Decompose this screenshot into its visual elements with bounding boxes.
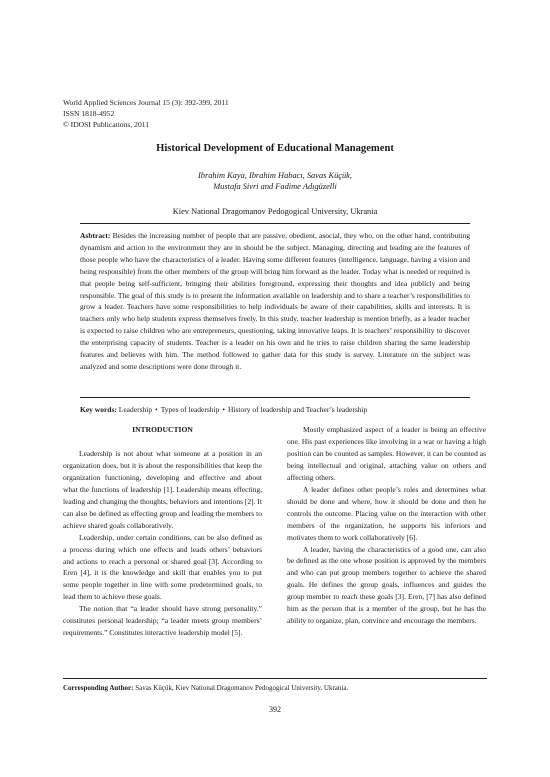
authors-line-1: Ibrahim Kaya, Ibrahim Habacı, Savas Küçük, bbox=[198, 171, 352, 180]
footnote-rule bbox=[63, 678, 487, 679]
section-heading: INTRODUCTION bbox=[132, 425, 193, 434]
author-list bbox=[0, 170, 550, 192]
body-column-left bbox=[63, 424, 262, 639]
keywords-label: Key words: bbox=[80, 405, 117, 414]
copyright-notice: © IDOSI Publications, 2011 bbox=[63, 120, 150, 129]
keyword-separator: • bbox=[222, 405, 225, 414]
issn: ISSN 1818-4952 bbox=[63, 109, 115, 118]
keyword-item: Leadership bbox=[118, 405, 153, 414]
body-paragraph: Mostly emphasized aspect of a leader is being an effective one. His past experiences like involving in a war or having a high position can be counted as samples. However, it can be counted as being intellectual and original, attaching value on others and affecting others. bbox=[287, 425, 487, 482]
abstract-label: Asbtract: bbox=[80, 231, 111, 240]
keyword-item: History of leadership and Teacher’s leadership bbox=[227, 405, 368, 414]
body-column-right bbox=[287, 424, 486, 627]
body-paragraph: A leader defines other people’s roles and determines what should be done and where, how it should be done and then he controls the outcome. Placing value on the interaction with other members of the organization, he supports his inferiors and motivates them to work collaboratively [6]. bbox=[287, 484, 486, 542]
footnote-text: Savas Küçük, Kiev National Dragomanov Pedogogical University, Ukrania. bbox=[135, 684, 349, 692]
journal-masthead bbox=[63, 97, 229, 130]
journal-citation: World Applied Sciences Journal 15 (3): 392-399, 2011 bbox=[63, 98, 229, 107]
paper-title: Historical Development of Educational Management bbox=[156, 143, 394, 154]
body-paragraph: A leader, having the characteristics of a good one, can also be defined as the one whose position is approved by the members and who can put group members together to achieve the shared goals. He defines the group goals, influences and guides the group member to reach these goals [3]. Eren, [7] has also defined him as the person that is a member of the group, but he has the ability to organize, plan, convince and encourage the members. bbox=[287, 544, 486, 626]
abstract-text: Besides the increasing number of people that are passive, obedient, asocial, they who, on the other hand, contributing dynamism and action to the environment they are in should be the subject. Managing, directing and leading are the features of those people who have the characteristics of a leader. Having some different features (intelligence, language, having a vision and being responsible) from the other members of the group will bring him forward as the leader. Today what is needed or required is that people being self-sufficient, bringing their abilities foreground, expressing their thoughts and idea publicly and being responsible. The goal of this study is to present the information available on leadership and to share a teacher’s responsibilities to grow a leader. Teachers have some responsibilities to help individuals be aware of their capabilities, skills and interests. It is teachers only who help students express themselves freely. In this study, teacher leadership is mention briefly, as a leader teacher is expected to raise children who are entrepreneurs, questioning, taking innovative leaps. It is teachers’ responsibility to discover the enterprising capacity of students. Teacher is a leader on his own and he tries to raise children sharing the same leadership features and believes with him. The method followed to gather data for this study is survey. Literature on the subject was analyzed and some descriptions were done through it. bbox=[80, 231, 470, 371]
keywords bbox=[80, 404, 470, 415]
body-paragraph: Leadership, under certain conditions, can be also defined as a process during which one effects and leads others’ behaviors and actions to reach a personal or shared goal [3]. According to Eren [4], it is the knowledge and skill that enables you to put some people together in line with some predetermined goals, to lead them to achieve these goals. bbox=[63, 532, 262, 602]
corresponding-author-footnote bbox=[63, 683, 348, 693]
keyword-separator: • bbox=[155, 405, 158, 414]
authors-line-2: Mustafa Sivri and Fadime Adıgüzelli bbox=[213, 182, 337, 191]
keyword-item: Types of leadership bbox=[160, 405, 220, 414]
footnote-label: Corresponding Author: bbox=[63, 684, 134, 692]
body-paragraph: The notion that “a leader should have strong personality.” constitutes personal leadership; “a leader meets group members’ requirements.” Constitutes interactive leadership model [5]. bbox=[63, 604, 262, 638]
affiliation: Kiev National Dragomanov Pedogogical University, Ukrania bbox=[172, 207, 378, 216]
body-paragraph: Leadership is not about what someone at a position in an organization does, but it is about the responsibilities that keep the organization functioning, developing and effective and about what the functions of leadership [1]. Leadership means effecting, leading and changing the thoughts, behaviors and intentions [2]. It can also be defined as effecting group and leading the members to achieve shared goals collaboratively. bbox=[63, 448, 262, 530]
abstract bbox=[80, 230, 470, 373]
abstract-top-rule bbox=[80, 223, 470, 224]
page-number: 392 bbox=[269, 705, 281, 714]
abstract-bottom-rule bbox=[80, 397, 470, 398]
